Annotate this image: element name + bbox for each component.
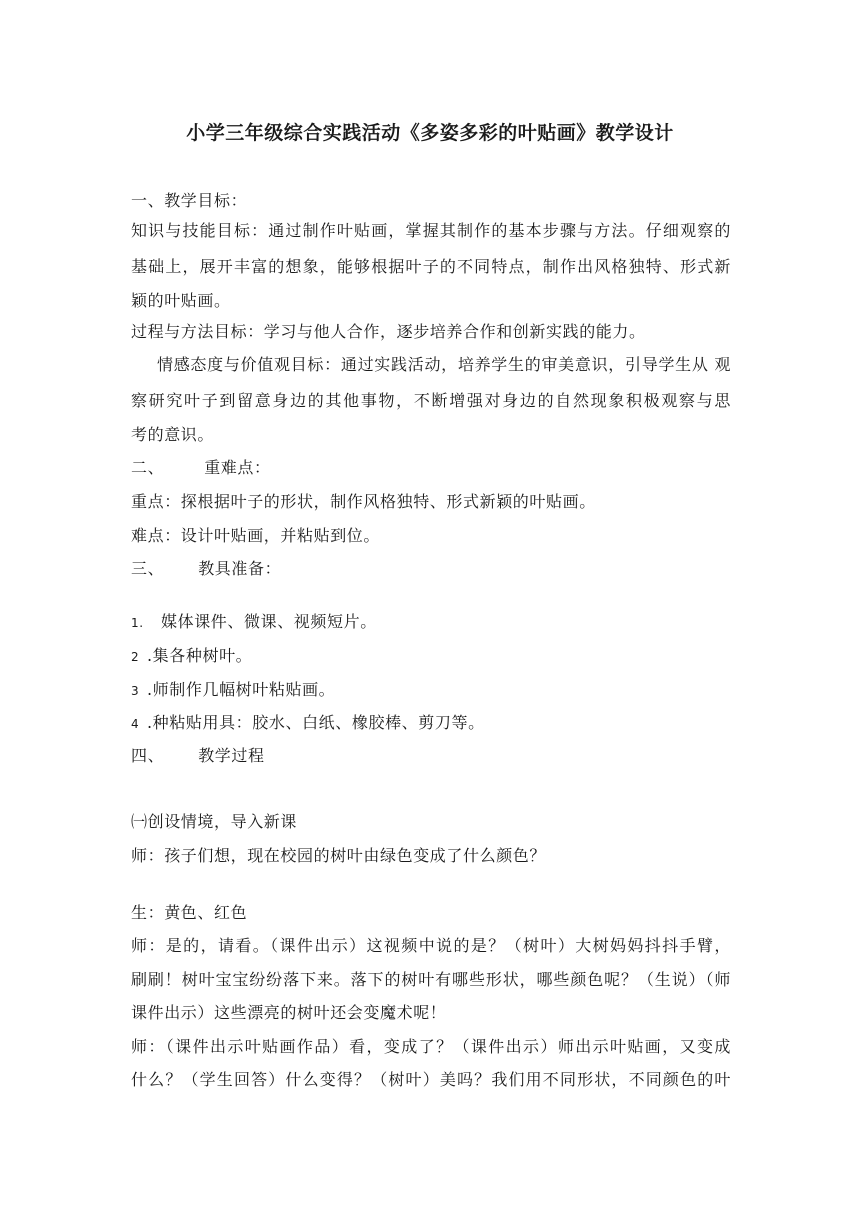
list-item — [131, 608, 731, 637]
paragraph-emotion-line-2: 察研究叶子到留意身边的其他事物，不断增强对身边的自然现象积极观察与思 — [131, 391, 731, 410]
dialogue-student-1: 生：黄色、红色 — [131, 903, 248, 922]
dialogue-teacher-2-line-3: 课件出示）这些漂亮的树叶还会变魔术呢！ — [131, 1003, 447, 1022]
section-heading-process — [131, 742, 731, 770]
paragraph-process: 过程与方法目标：学习与他人合作，逐步培养合作和创新实践的能力。 — [131, 322, 646, 341]
list-number: 1. — [131, 616, 144, 630]
paragraph-knowledge-line-1: 知识与技能目标：通过制作叶贴画，掌握其制作的基本步骤与方法。仔细观察的 — [131, 221, 731, 240]
list-item — [131, 676, 731, 705]
list-item — [131, 642, 731, 671]
section-number: 二、 — [131, 458, 165, 477]
paragraph-knowledge-line-3: 颖的叶贴画。 — [131, 291, 231, 310]
list-text: .集各种树叶。 — [147, 646, 253, 665]
section-title: 重难点： — [204, 458, 271, 477]
section-title: 教学过程 — [198, 746, 265, 765]
list-text: 媒体课件、微课、视频短片。 — [161, 612, 377, 631]
dialogue-teacher-2-line-1: 师：是的，请看。（课件出示）这视频中说的是？（树叶）大树妈妈抖抖手臂， — [131, 936, 731, 955]
page-title: 小学三年级综合实践活动《多姿多彩的叶贴画》教学设计 — [186, 122, 674, 144]
section-heading-key-points — [131, 454, 731, 482]
section-number: 三、 — [131, 559, 165, 578]
section-heading-objectives: 一、教学目标： — [131, 191, 248, 210]
list-item — [131, 709, 731, 738]
paragraph-knowledge-line-2: 基础上，展开丰富的想象，能够根据叶子的不同特点，制作出风格独特、形式新 — [131, 257, 731, 276]
list-number: 2 — [131, 650, 140, 664]
dialogue-teacher-1: 师：孩子们想，现在校园的树叶由绿色变成了什么颜色？ — [131, 846, 547, 865]
paragraph-emotion-line-1: 情感态度与价值观目标：通过实践活动，培养学生的审美意识，引导学生从 观 — [157, 355, 731, 374]
subsection-heading: ㈠创设情境，导入新课 — [131, 812, 298, 831]
paragraph-difficulty: 难点：设计叶贴画，并粘贴到位。 — [131, 526, 381, 545]
section-number: 四、 — [131, 746, 165, 765]
list-number: 4 — [131, 717, 140, 731]
list-text: .种粘贴用具：胶水、白纸、橡胶棒、剪刀等。 — [147, 713, 485, 732]
paragraph-key-point: 重点：探根据叶子的形状，制作风格独特、形式新颖的叶贴画。 — [131, 492, 596, 511]
paragraph-emotion-line-3: 考的意识。 — [131, 425, 215, 444]
dialogue-teacher-3-line-2: 什么？（学生回答）什么变得？（树叶）美吗？我们用不同形状，不同颜色的叶 — [131, 1070, 731, 1089]
list-number: 3 — [131, 684, 140, 698]
dialogue-teacher-3-line-1: 师：（课件出示叶贴画作品）看，变成了？（课件出示）师出示叶贴画，又变成 — [131, 1037, 731, 1056]
section-heading-materials — [131, 555, 731, 583]
section-title: 教具准备： — [198, 559, 282, 578]
dialogue-teacher-2-line-2: 刷刷！树叶宝宝纷纷落下来。落下的树叶有哪些形状，哪些颜色呢？（生说）（师 — [131, 970, 731, 989]
list-text: .师制作几幅树叶粘贴画。 — [147, 680, 336, 699]
